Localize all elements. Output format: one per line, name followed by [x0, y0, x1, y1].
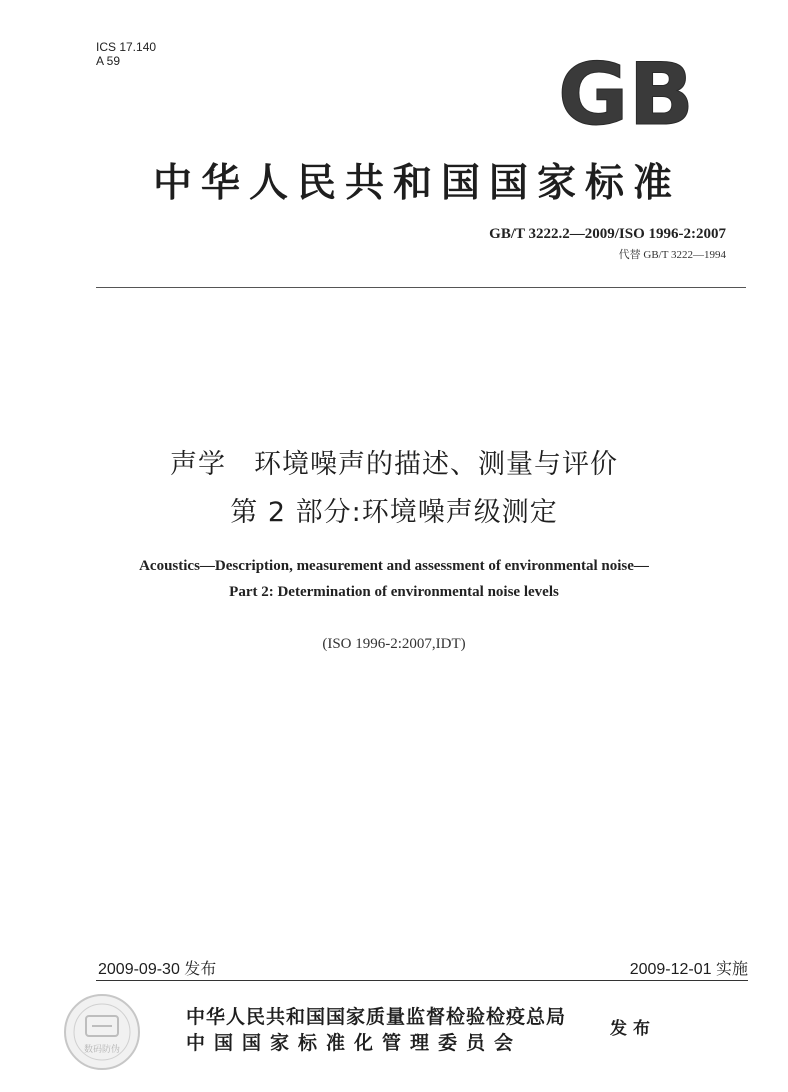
gb-logo-text: GB — [557, 56, 695, 132]
standard-title: 中华人民共和国国家标准 — [152, 160, 681, 206]
top-divider — [96, 287, 746, 288]
standard-number: GB/T 3222.2—2009/ISO 1996-2:2007 — [489, 226, 726, 242]
publish-label: 发布 — [610, 1019, 656, 1039]
anti-counterfeit-seal-icon — [62, 992, 142, 1072]
english-title-line2: Part 2: Determination of environmental noise levels — [229, 584, 559, 600]
iso-reference: (ISO 1996-2:2007,IDT) — [322, 636, 466, 652]
bottom-divider — [96, 980, 748, 981]
replaces-standard: 代替 GB/T 3222—1994 — [618, 249, 726, 261]
ics-code: ICS 17.140 — [96, 40, 157, 54]
seal-text: 数码防伪 — [83, 1045, 121, 1055]
chinese-title-line1: 声学 环境噪声的描述、测量与评价 — [170, 449, 618, 480]
english-title-line1: Acoustics—Description, measurement and assessment of environmental noise— — [139, 558, 649, 574]
issue-date: 2009-09-30 发布 — [98, 961, 217, 978]
gb-logo — [542, 56, 710, 132]
ccs-code: A 59 — [96, 54, 121, 68]
issuer-line1: 中华人民共和国国家质量监督检验检疫总局 — [186, 1006, 567, 1028]
issuer-line2: 中国国家标准化管理委员会 — [186, 1032, 523, 1054]
classification-codes — [96, 40, 156, 68]
chinese-title-line2: 第 2 部分:环境噪声级测定 — [230, 497, 558, 528]
implementation-date: 2009-12-01 实施 — [629, 961, 748, 978]
